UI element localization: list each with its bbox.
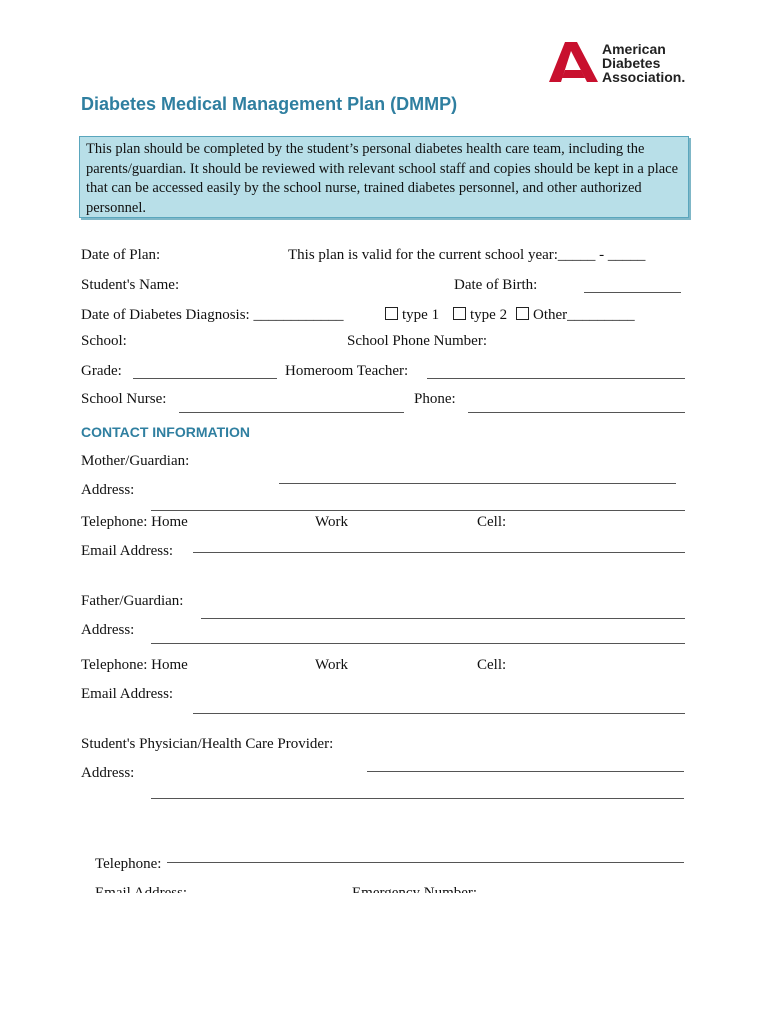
homeroom-teacher-field[interactable] <box>427 378 685 379</box>
mother-address-label: Address: <box>81 482 135 498</box>
school-label: School: <box>81 333 127 349</box>
date-of-birth-field[interactable] <box>584 292 681 293</box>
contact-heading: CONTACT INFORMATION <box>81 424 251 440</box>
mother-address-field[interactable] <box>151 510 685 511</box>
grade-field[interactable] <box>133 378 277 379</box>
type2-checkbox[interactable] <box>453 307 466 320</box>
page-cutoff <box>0 893 770 1024</box>
father-email-field[interactable] <box>193 713 685 714</box>
logo-line-3: Association. <box>602 69 686 85</box>
homeroom-teacher-label: Homeroom Teacher: <box>285 363 409 379</box>
father-address-label: Address: <box>81 622 135 638</box>
father-guardian-field[interactable] <box>201 618 685 619</box>
school-phone-label: School Phone Number: <box>347 333 487 349</box>
father-guardian-label: Father/Guardian: <box>81 593 184 609</box>
father-address-field[interactable] <box>151 643 685 644</box>
father-telephone-home-label: Telephone: Home <box>81 657 188 673</box>
school-nurse-label: School Nurse: <box>81 391 167 407</box>
school-year-field[interactable]: This plan is valid for the current school year:_____ - _____ <box>288 247 646 263</box>
physician-telephone-label: Telephone: <box>95 856 162 872</box>
other-label: Other_________ <box>533 307 635 323</box>
type1-label: type 1 <box>402 307 440 323</box>
ada-logo-icon <box>546 40 604 84</box>
mother-telephone-home-label: Telephone: Home <box>81 514 188 530</box>
mother-guardian-label: Mother/Guardian: <box>81 453 190 469</box>
mother-cell-label: Cell: <box>477 514 507 530</box>
logo-line-2: Diabetes <box>602 55 661 71</box>
phone-label: Phone: <box>414 391 456 407</box>
school-nurse-field[interactable] <box>179 412 404 413</box>
father-email-label: Email Address: <box>81 686 174 702</box>
father-cell-label: Cell: <box>477 657 507 673</box>
physician-address-label: Address: <box>81 765 135 781</box>
type1-option[interactable] <box>385 306 439 324</box>
page-title: Diabetes Medical Management Plan (DMMP) <box>81 94 458 114</box>
physician-address-field-2[interactable] <box>151 798 684 799</box>
physician-address-field-1[interactable] <box>367 771 684 772</box>
intro-box <box>79 136 689 218</box>
other-checkbox[interactable] <box>516 307 529 320</box>
mother-email-label: Email Address: <box>81 543 174 559</box>
mother-email-field[interactable] <box>193 552 685 553</box>
type2-option[interactable] <box>453 306 507 324</box>
date-of-birth-label: Date of Birth: <box>454 277 538 293</box>
intro-text: This plan should be completed by the student’s personal diabetes health care team, including the parents/guardian. It should be reviewed with relevant school staff and copies should be kept in a place that can be accessed easily by the school nurse, trained diabetes personnel, and other authorized personnel. <box>86 141 679 216</box>
student-name-label: Student's Name: <box>81 277 180 293</box>
diagnosis-date-field[interactable]: Date of Diabetes Diagnosis: ____________ <box>81 307 344 323</box>
other-option[interactable] <box>516 306 635 324</box>
type2-label: type 2 <box>470 307 508 323</box>
logo-line-1: American <box>602 41 666 57</box>
father-work-label: Work <box>315 657 348 673</box>
mother-work-label: Work <box>315 514 348 530</box>
grade-label: Grade: <box>81 363 122 379</box>
type1-checkbox[interactable] <box>385 307 398 320</box>
physician-label: Student's Physician/Health Care Provider: <box>81 736 334 752</box>
physician-telephone-field[interactable] <box>167 862 684 863</box>
mother-guardian-field[interactable] <box>279 483 676 484</box>
phone-field[interactable] <box>468 412 685 413</box>
date-of-plan-label: Date of Plan: <box>81 247 161 263</box>
